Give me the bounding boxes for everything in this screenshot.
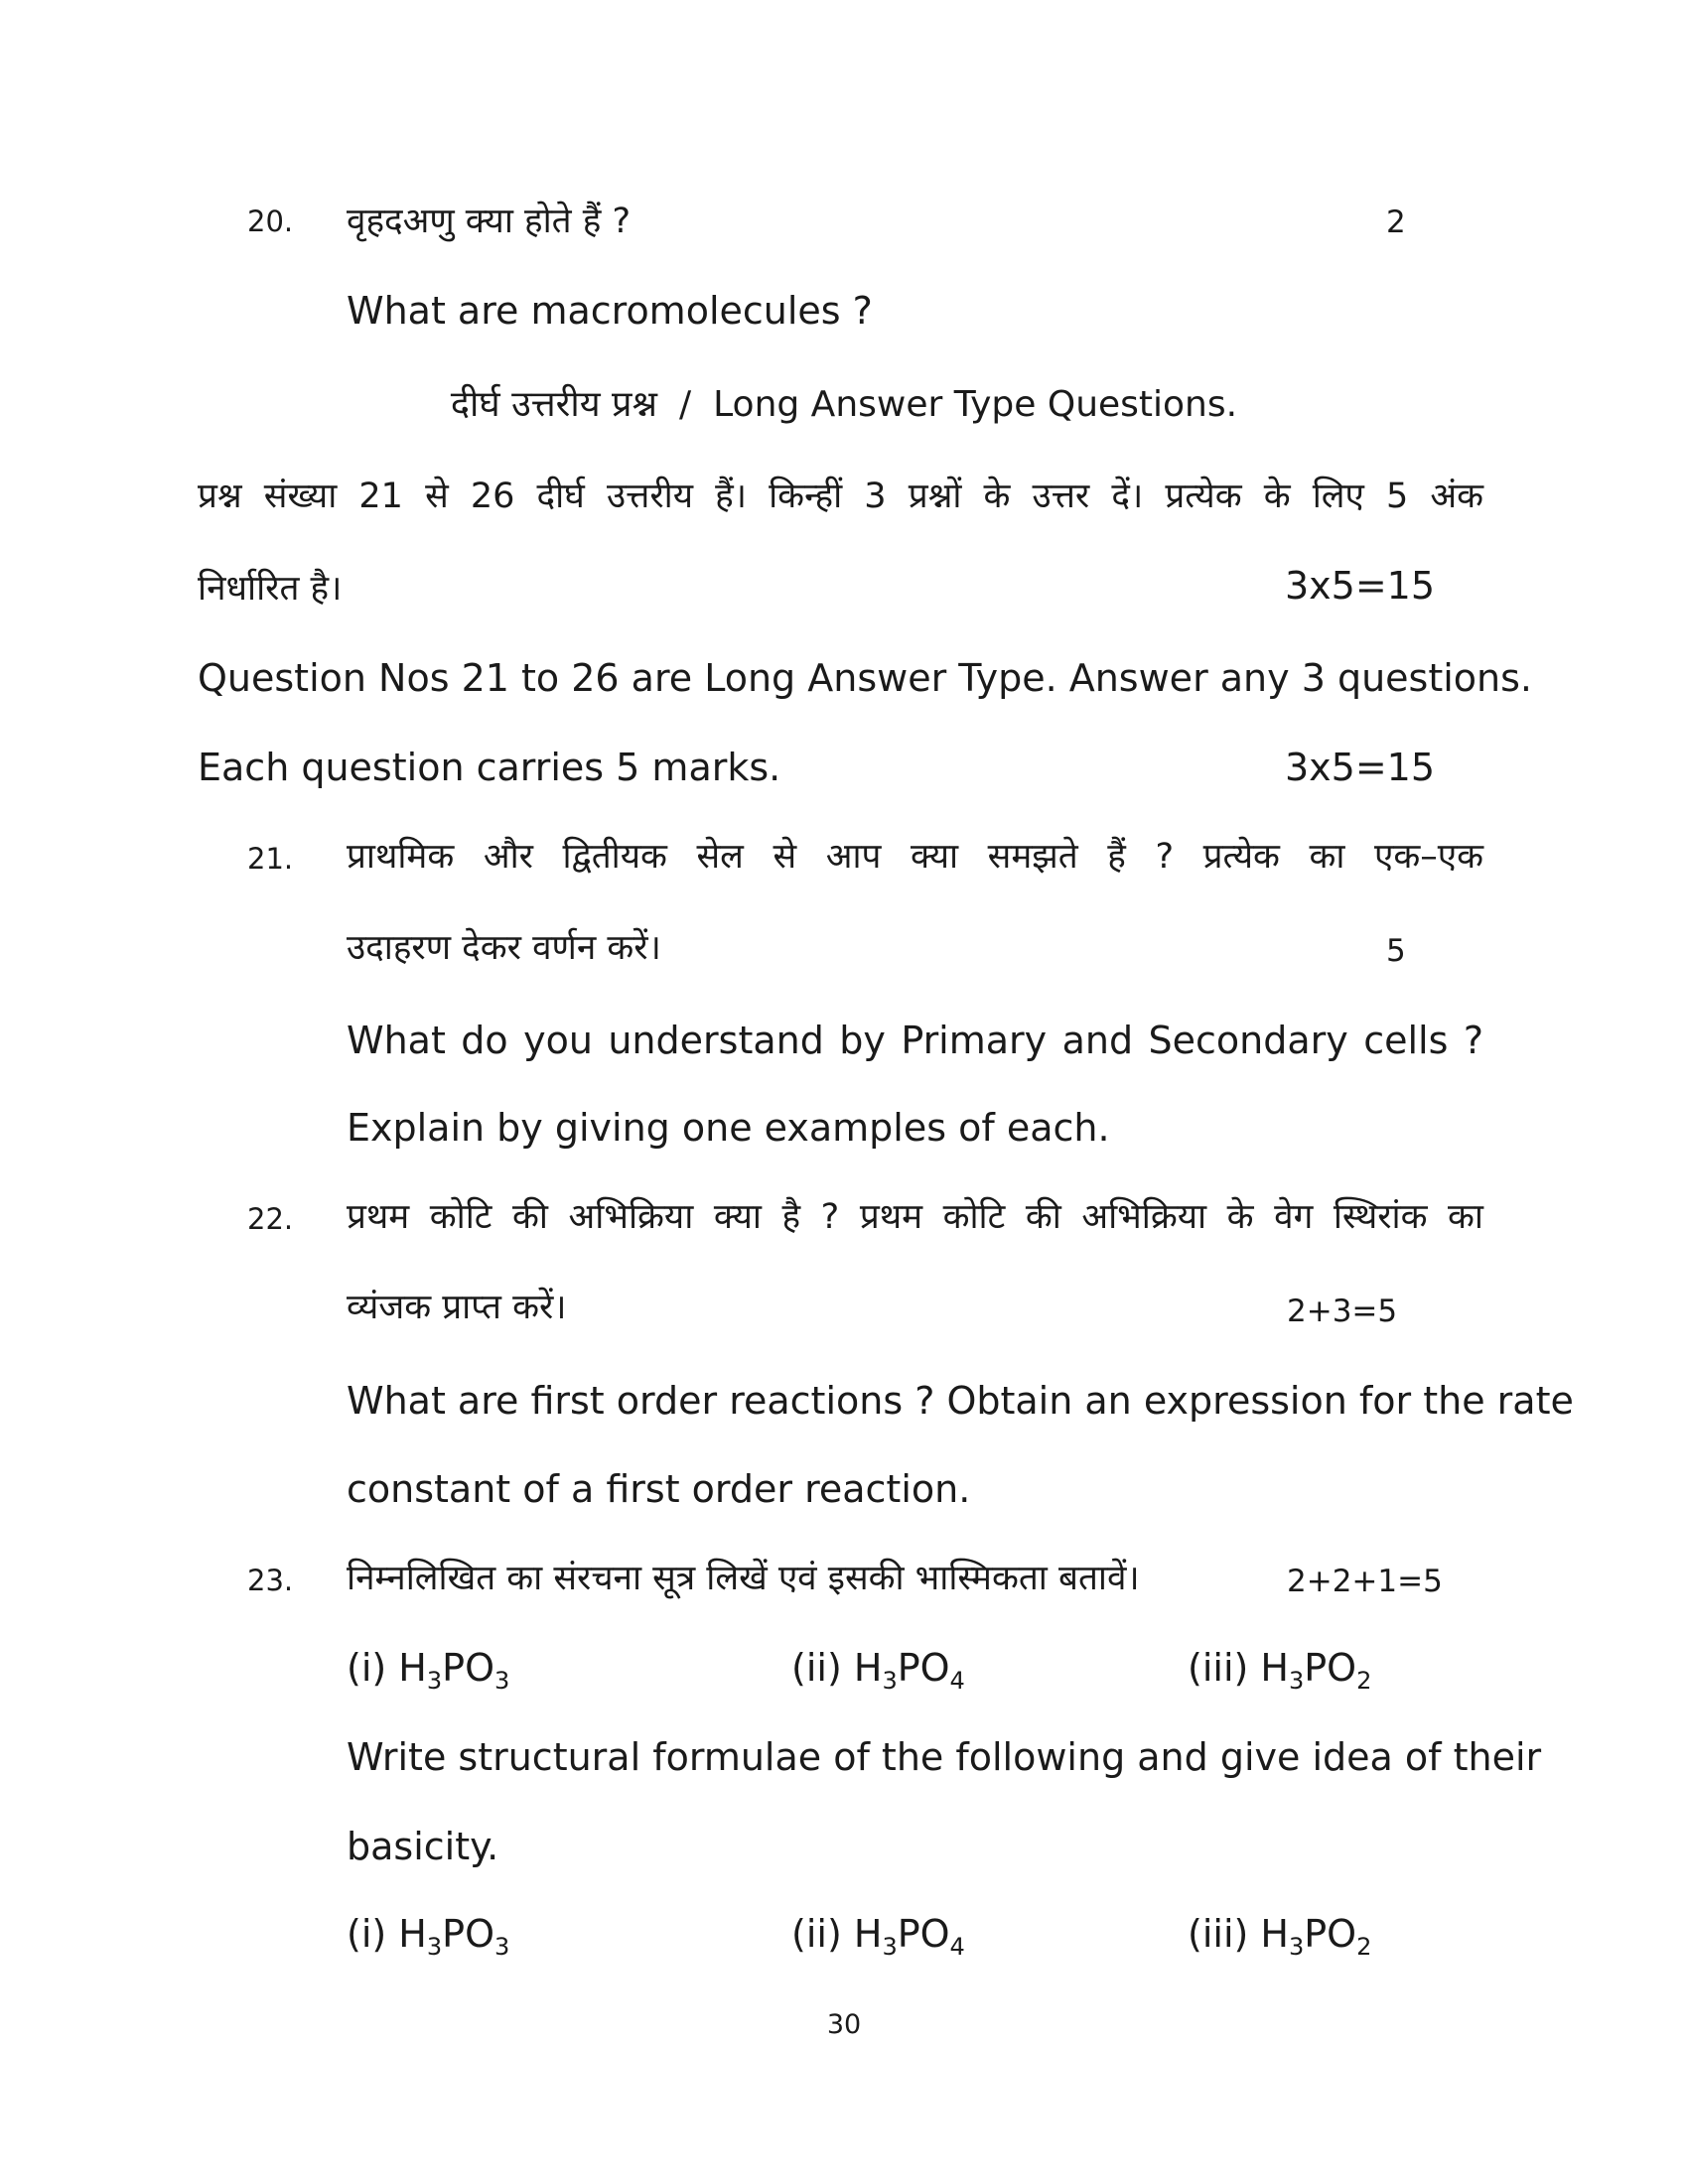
q23-formula-option-2: (ii) $H_3PO_4$ (791, 1646, 965, 1695)
q21-english-line-1: What do you understand by Primary and Secondary cells ? (347, 1019, 1483, 1062)
q22-english-line-1: What are first order reactions ? Obtain an expression for the rate (347, 1379, 1574, 1423)
q21-hindi-line-1: प्राथमिक और द्वितीयक सेल से आप क्या समझते हैं ? प्रत्येक का एक–एक (347, 837, 1483, 877)
q22-english-line-2: constant of a first order reaction. (347, 1467, 971, 1511)
question-number-20: 20. (247, 205, 294, 238)
q23-english-line-1: Write structural formulae of the following and give idea of their (347, 1735, 1542, 1779)
q20-hindi-text: वृहदअणु क्या होते हैं ? (347, 202, 632, 241)
q23-formula-option-3: (iii) $H_3PO_2$ (1188, 1646, 1372, 1695)
page-number: 30 (826, 2009, 862, 2040)
q23-hindi-text: निम्नलिखित का संरचना सूत्र लिखें एवं इसकी भास्मिकता बतावें। (347, 1559, 1140, 1598)
section-heading-english: Long Answer Type Questions. (713, 384, 1238, 425)
question-number-23: 23. (247, 1564, 294, 1597)
instructions-hindi-line-1: प्रश्न संख्या 21 से 26 दीर्घ उत्तरीय हैं। किन्हीं 3 प्रश्नों के उत्तर दें। प्रत्येक के लिए 5 अंक (198, 477, 1483, 516)
q21-english-line-2: Explain by giving one examples of each. (347, 1106, 1110, 1150)
instructions-english-line-2: Each question carries 5 marks. (198, 746, 781, 789)
section-heading-separator: / (678, 384, 692, 425)
section-heading (0, 378, 1688, 427)
q22-marks: 2+3=5 (1287, 1294, 1398, 1329)
instructions-hindi-line-2: निर्धारित है। (198, 569, 343, 609)
q23-english-formula-option-2: (ii) $H_3PO_4$ (791, 1912, 965, 1961)
q20-marks: 2 (1386, 205, 1406, 240)
q23-english-formula-option-1: (i) $H_3PO_3$ (347, 1912, 510, 1961)
question-number-22: 22. (247, 1202, 294, 1236)
q23-english-formula-option-3: (iii) $H_3PO_2$ (1188, 1912, 1372, 1961)
q23-formula-option-1: (i) $H_3PO_3$ (347, 1646, 510, 1695)
q22-hindi-line-2: व्यंजक प्राप्त करें। (347, 1288, 567, 1327)
q22-hindi-line-1: प्रथम कोटि की अभिक्रिया क्या है ? प्रथम कोटि की अभिक्रिया के वेग स्थिरांक का (347, 1197, 1483, 1237)
q23-marks: 2+2+1=5 (1287, 1564, 1443, 1599)
q21-marks: 5 (1386, 933, 1406, 969)
q20-english-text: What are macromolecules ? (347, 289, 873, 333)
instructions-english-marks: 3x5=15 (1285, 746, 1436, 789)
q23-english-line-2: basicity. (347, 1825, 499, 1868)
instructions-hindi-marks: 3x5=15 (1285, 564, 1436, 608)
question-number-21: 21. (247, 842, 294, 876)
section-heading-hindi: दीर्घ उत्तरीय प्रश्न (450, 384, 657, 425)
q21-hindi-line-2: उदाहरण देकर वर्णन करें। (347, 928, 661, 968)
instructions-english-line-1: Question Nos 21 to 26 are Long Answer Type. Answer any 3 questions. (198, 656, 1533, 700)
